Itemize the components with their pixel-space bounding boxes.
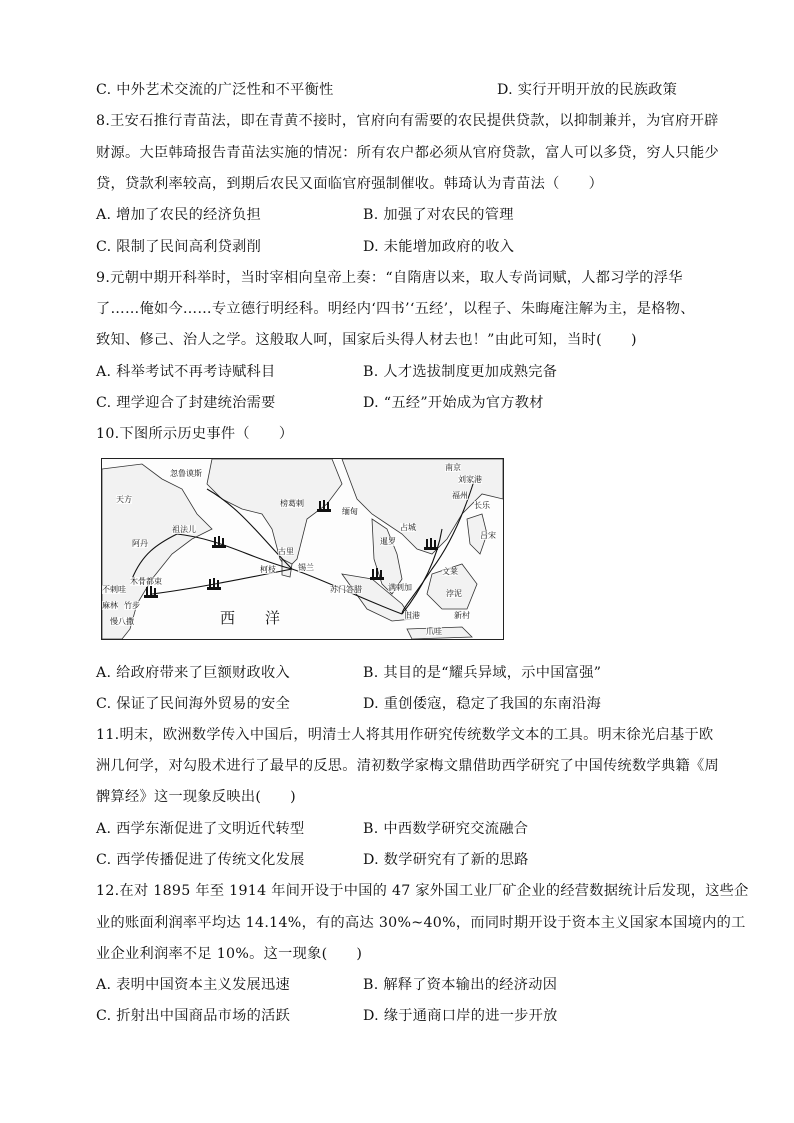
map-label-aden: 阿丹 [132,539,148,548]
map-label-sumatra: 苏门答腊 [330,585,362,594]
map-label-liujiagang: 刘家港 [458,475,482,484]
map-label-ceylon: 锡兰 [298,563,314,572]
ship-icon [212,536,226,548]
map-label-fuzhou: 福州 [452,491,468,500]
q9-option-d: D. “五经”开始成为官方教材 [363,395,544,411]
q9-stem-line1: 9.元朝中期开科举时，当时宰相向皇帝上奏：“自隋唐以来，取人专尚词赋，人都习学的浮华 [96,270,683,286]
map-label-champa: 占城 [400,523,416,532]
q8-stem-line2: 财源。大臣韩琦报告青苗法实施的情况：所有农户都必须从官府贷款，富人可以多贷，穷人只能少 [96,145,719,161]
q11-option-d: D. 数学研究有了新的思路 [363,852,529,868]
map-label-tianfang: 天方 [116,495,132,504]
ship-icon [207,578,221,590]
map-label-malacca: 满剌加 [388,583,412,592]
map-label-mogadishu: 木骨都束 [130,577,162,586]
q12-stem-line1: 12.在对 1895 年至 1914 年间开设于中国的 47 家外国工业厂矿企业的经营数据统计后发现，这些企 [96,883,749,899]
q8-option-d: D. 未能增加政府的收入 [363,239,515,255]
map-label-boni: 浡泥 [446,589,462,598]
q12-stem-line3: 业企业利润率不足 10%。这一现象( ) [96,946,363,962]
q11-option-c: C. 西学传播促进了传统文化发展 [96,852,305,868]
q8-option-b: B. 加强了对农民的管理 [363,207,514,223]
q7-option-d: D. 实行开明开放的民族政策 [497,82,678,98]
q9-option-b: B. 人才选拔制度更加成熟完备 [363,364,558,380]
map-label-changle: 长乐 [474,501,490,510]
map-label-calicut: 古里 [278,547,294,556]
map-label-zhubu: 竹步 [124,601,140,610]
q10-option-b: B. 其目的是“耀兵异域，示中国富强” [363,665,602,681]
q12-option-d: D. 缘于通商口岸的进一步开放 [363,1008,558,1024]
q12-option-b: B. 解释了资本输出的经济动因 [363,977,558,993]
map-label-burma: 缅甸 [342,507,358,516]
voyage-map [101,458,504,640]
map-label-luzon: 吕宋 [480,531,496,540]
q9-option-c: C. 理学迎合了封建统治需要 [96,395,276,411]
persia-india-land [207,459,342,569]
q11-stem-line3: 髀算经》这一现象反映出( ) [96,789,297,805]
q11-stem-line2: 洲几何学，对勾股术进行了最早的反思。清初数学家梅文鼎借助西学研究了中国传统数学典籍《周 [96,758,719,774]
q11-stem-line1: 11.明末，欧洲数学传入中国后，明清士人将其用作研究传统数学文本的工具。明末徐光启基于欧 [96,727,714,743]
map-label-zufaer: 祖法儿 [172,525,196,534]
map-label-nanjing: 南京 [445,463,461,472]
map-label-brunei: 文莱 [442,567,458,576]
q8-option-a: A. 增加了农民的经济负担 [96,207,262,223]
map-drawing [102,459,503,639]
map-label-java: 爪哇 [426,627,442,636]
map-label-brava: 不剌哇 [102,585,126,594]
q12-option-c: C. 折射出中国商品市场的活跃 [96,1008,291,1024]
q8-option-c: C. 限制了民间高利贷剥削 [96,239,262,255]
q10-option-c: C. 保证了民间海外贸易的安全 [96,696,291,712]
q12-option-a: A. 表明中国资本主义发展迅速 [96,977,291,993]
q10-stem: 10.下图所示历史事件（ ） [96,426,294,442]
q10-option-d: D. 重创倭寇，稳定了我国的东南沿海 [363,696,602,712]
q9-option-a: A. 科举考试不再考诗赋科目 [96,364,276,380]
map-label-hormuz: 忽鲁谟斯 [170,469,202,478]
q12-stem-line2: 业的账面利润率平均达 14.14%，有的高达 30%~40%，而同时期开设于资本主义国家本国境内的工 [96,915,746,931]
africa-arabia-land [102,464,212,639]
q9-stem-line2: 了……俺如今……专立德行明经科。明经内‘四书’‘五经’，以程子、朱晦庵注解为主，是格物、 [96,301,695,317]
map-label-western-ocean: 西 洋 [220,609,281,627]
q9-stem-line3: 致知、修己、治人之学。这般取人呵，国家后头得人材去也！”由此可知，当时( ) [96,332,637,348]
map-label-cochin: 柯枝 [260,565,276,574]
map-label-bengal: 榜葛剌 [280,499,304,508]
map-label-mombasa: 慢八撒 [110,617,134,626]
map-label-palembang: 旧港 [404,611,420,620]
map-label-siam: 暹罗 [380,537,396,546]
q8-stem-line1: 8.王安石推行青苗法，即在青黄不接时，官府向有需要的农民提供贷款，以抑制兼并，为官府开辟 [96,113,719,129]
ship-icon [144,586,158,598]
map-label-malindi: 麻林 [102,601,118,610]
q8-stem-line3: 贷，贷款利率较高，到期后农民又面临官府强制催收。韩琦认为青苗法（ ） [96,176,604,192]
map-label-xincun: 新村 [454,611,470,620]
q11-option-a: A. 西学东渐促进了文明近代转型 [96,821,305,837]
q10-option-a: A. 给政府带来了巨额财政收入 [96,665,291,681]
q7-option-c: C. 中外艺术交流的广泛性和不平衡性 [96,82,334,98]
q11-option-b: B. 中西数学研究交流融合 [363,821,529,837]
